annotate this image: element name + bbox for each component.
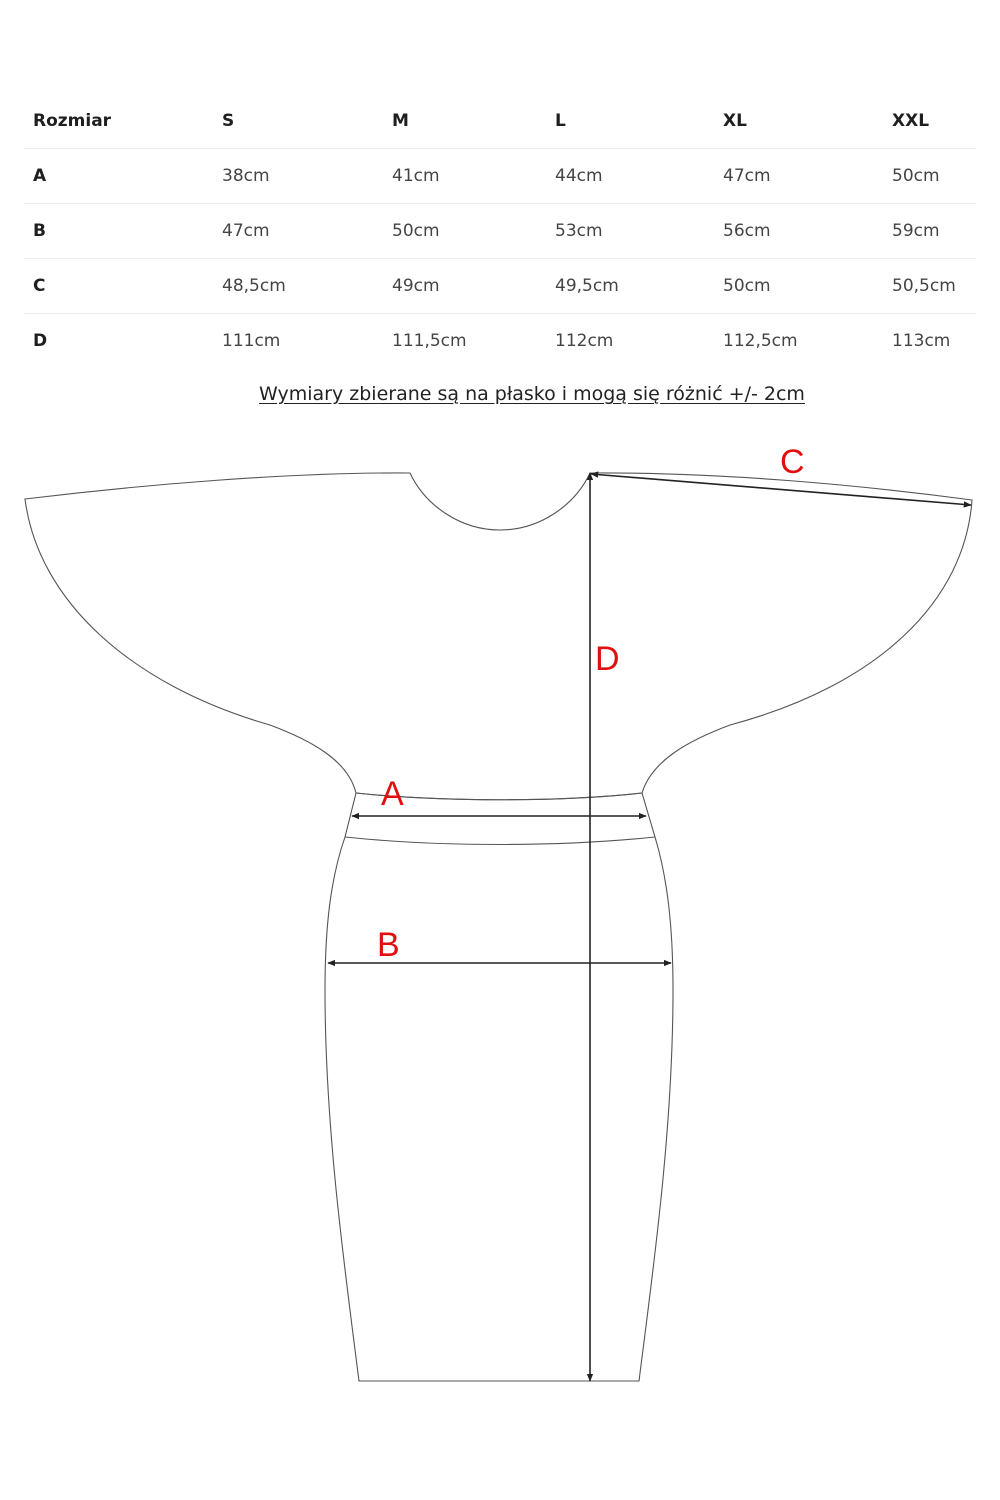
skirt-outline [325, 837, 673, 1381]
label-a: A [381, 775, 404, 813]
table-cell: 38cm [213, 149, 383, 204]
dress-top-outline [25, 473, 972, 800]
measurement-arrows [328, 473, 971, 1381]
row-label: A [24, 149, 213, 204]
table-cell: 41cm [383, 149, 546, 204]
header-size-l: L [546, 94, 714, 149]
table-cell: 59cm [883, 204, 976, 259]
table-cell: 47cm [213, 204, 383, 259]
table-cell: 50,5cm [883, 259, 976, 314]
header-size-s: S [213, 94, 383, 149]
header-size-m: M [383, 94, 546, 149]
table-cell: 53cm [546, 204, 714, 259]
header-size-xl: XL [714, 94, 883, 149]
table-cell: 49,5cm [546, 259, 714, 314]
table-cell: 56cm [714, 204, 883, 259]
header-size-label: Rozmiar [24, 94, 213, 149]
table-cell: 49cm [383, 259, 546, 314]
waistband-right-edge [642, 793, 655, 837]
table-cell: 47cm [714, 149, 883, 204]
table-cell: 111cm [222, 331, 281, 351]
measurement-note: Wymiary zbierane są na płasko i mogą się różnić +/- 2cm [259, 383, 805, 405]
table-cell: 50cm [383, 204, 546, 259]
dress-outline [25, 473, 972, 1381]
waistband-bottom-seam [345, 837, 655, 845]
waistband-left-edge [345, 793, 356, 837]
table-cell: 50cm [714, 259, 883, 314]
table-cell: 44cm [546, 149, 714, 204]
table-cell: 112cm [555, 331, 614, 351]
table-cell: 111,5cm [392, 331, 467, 351]
row-label: B [24, 204, 213, 259]
row-label: D [33, 331, 48, 351]
table-cell: 112,5cm [723, 331, 798, 351]
label-b: B [377, 926, 400, 964]
label-d: D [595, 640, 620, 678]
table-cell: 113cm [892, 331, 951, 351]
table-cell: 50cm [883, 149, 976, 204]
header-size-xxl: XXL [883, 94, 976, 149]
row-label: C [24, 259, 213, 314]
label-c: C [780, 443, 805, 481]
table-cell: 48,5cm [213, 259, 383, 314]
